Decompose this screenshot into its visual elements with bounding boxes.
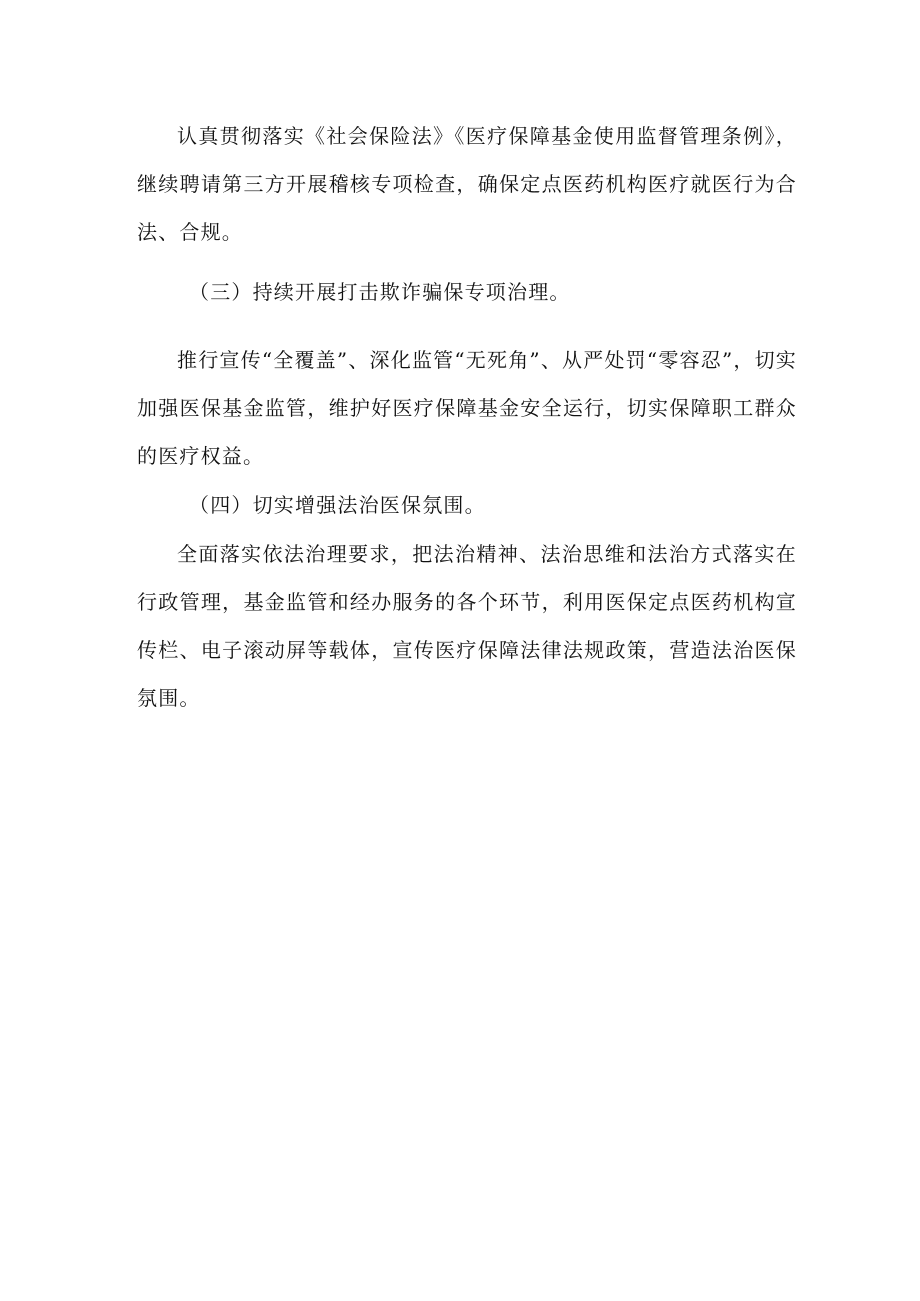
paragraph-anti-fraud-campaign	[137, 336, 797, 480]
section-heading-four	[137, 481, 797, 529]
paragraph-text: 全面落实依法治理要求，把法治精神、法治思维和法治方式落实在行政管理，基金监管和经办服务的各个环节，利用医保定点医药机构宣传栏、电子滚动屏等载体，宣传医疗保障法律法规政策，营造法治医保氛围。	[137, 542, 797, 710]
heading-text: （三）持续开展打击欺诈骗保专项治理。	[189, 280, 571, 304]
paragraph-text: 推行宣传“全覆盖”、深化监管“无死角”、从严处罚“零容忍”，切实加强医保基金监管，维护好医疗保障基金安全运行，切实保障职工群众的医疗权益。	[137, 348, 797, 468]
section-heading-three	[137, 268, 797, 316]
heading-text: （四）切实增强法治医保氛围。	[189, 493, 486, 517]
paragraph-fund-supervision-regulations	[137, 112, 797, 256]
paragraph-rule-of-law-atmosphere	[137, 530, 797, 722]
paragraph-text: 认真贯彻落实《社会保险法》《医疗保障基金使用监督管理条例》，继续聘请第三方开展稽核专项检查，确保定点医药机构医疗就医行为合法、合规。	[137, 124, 797, 244]
